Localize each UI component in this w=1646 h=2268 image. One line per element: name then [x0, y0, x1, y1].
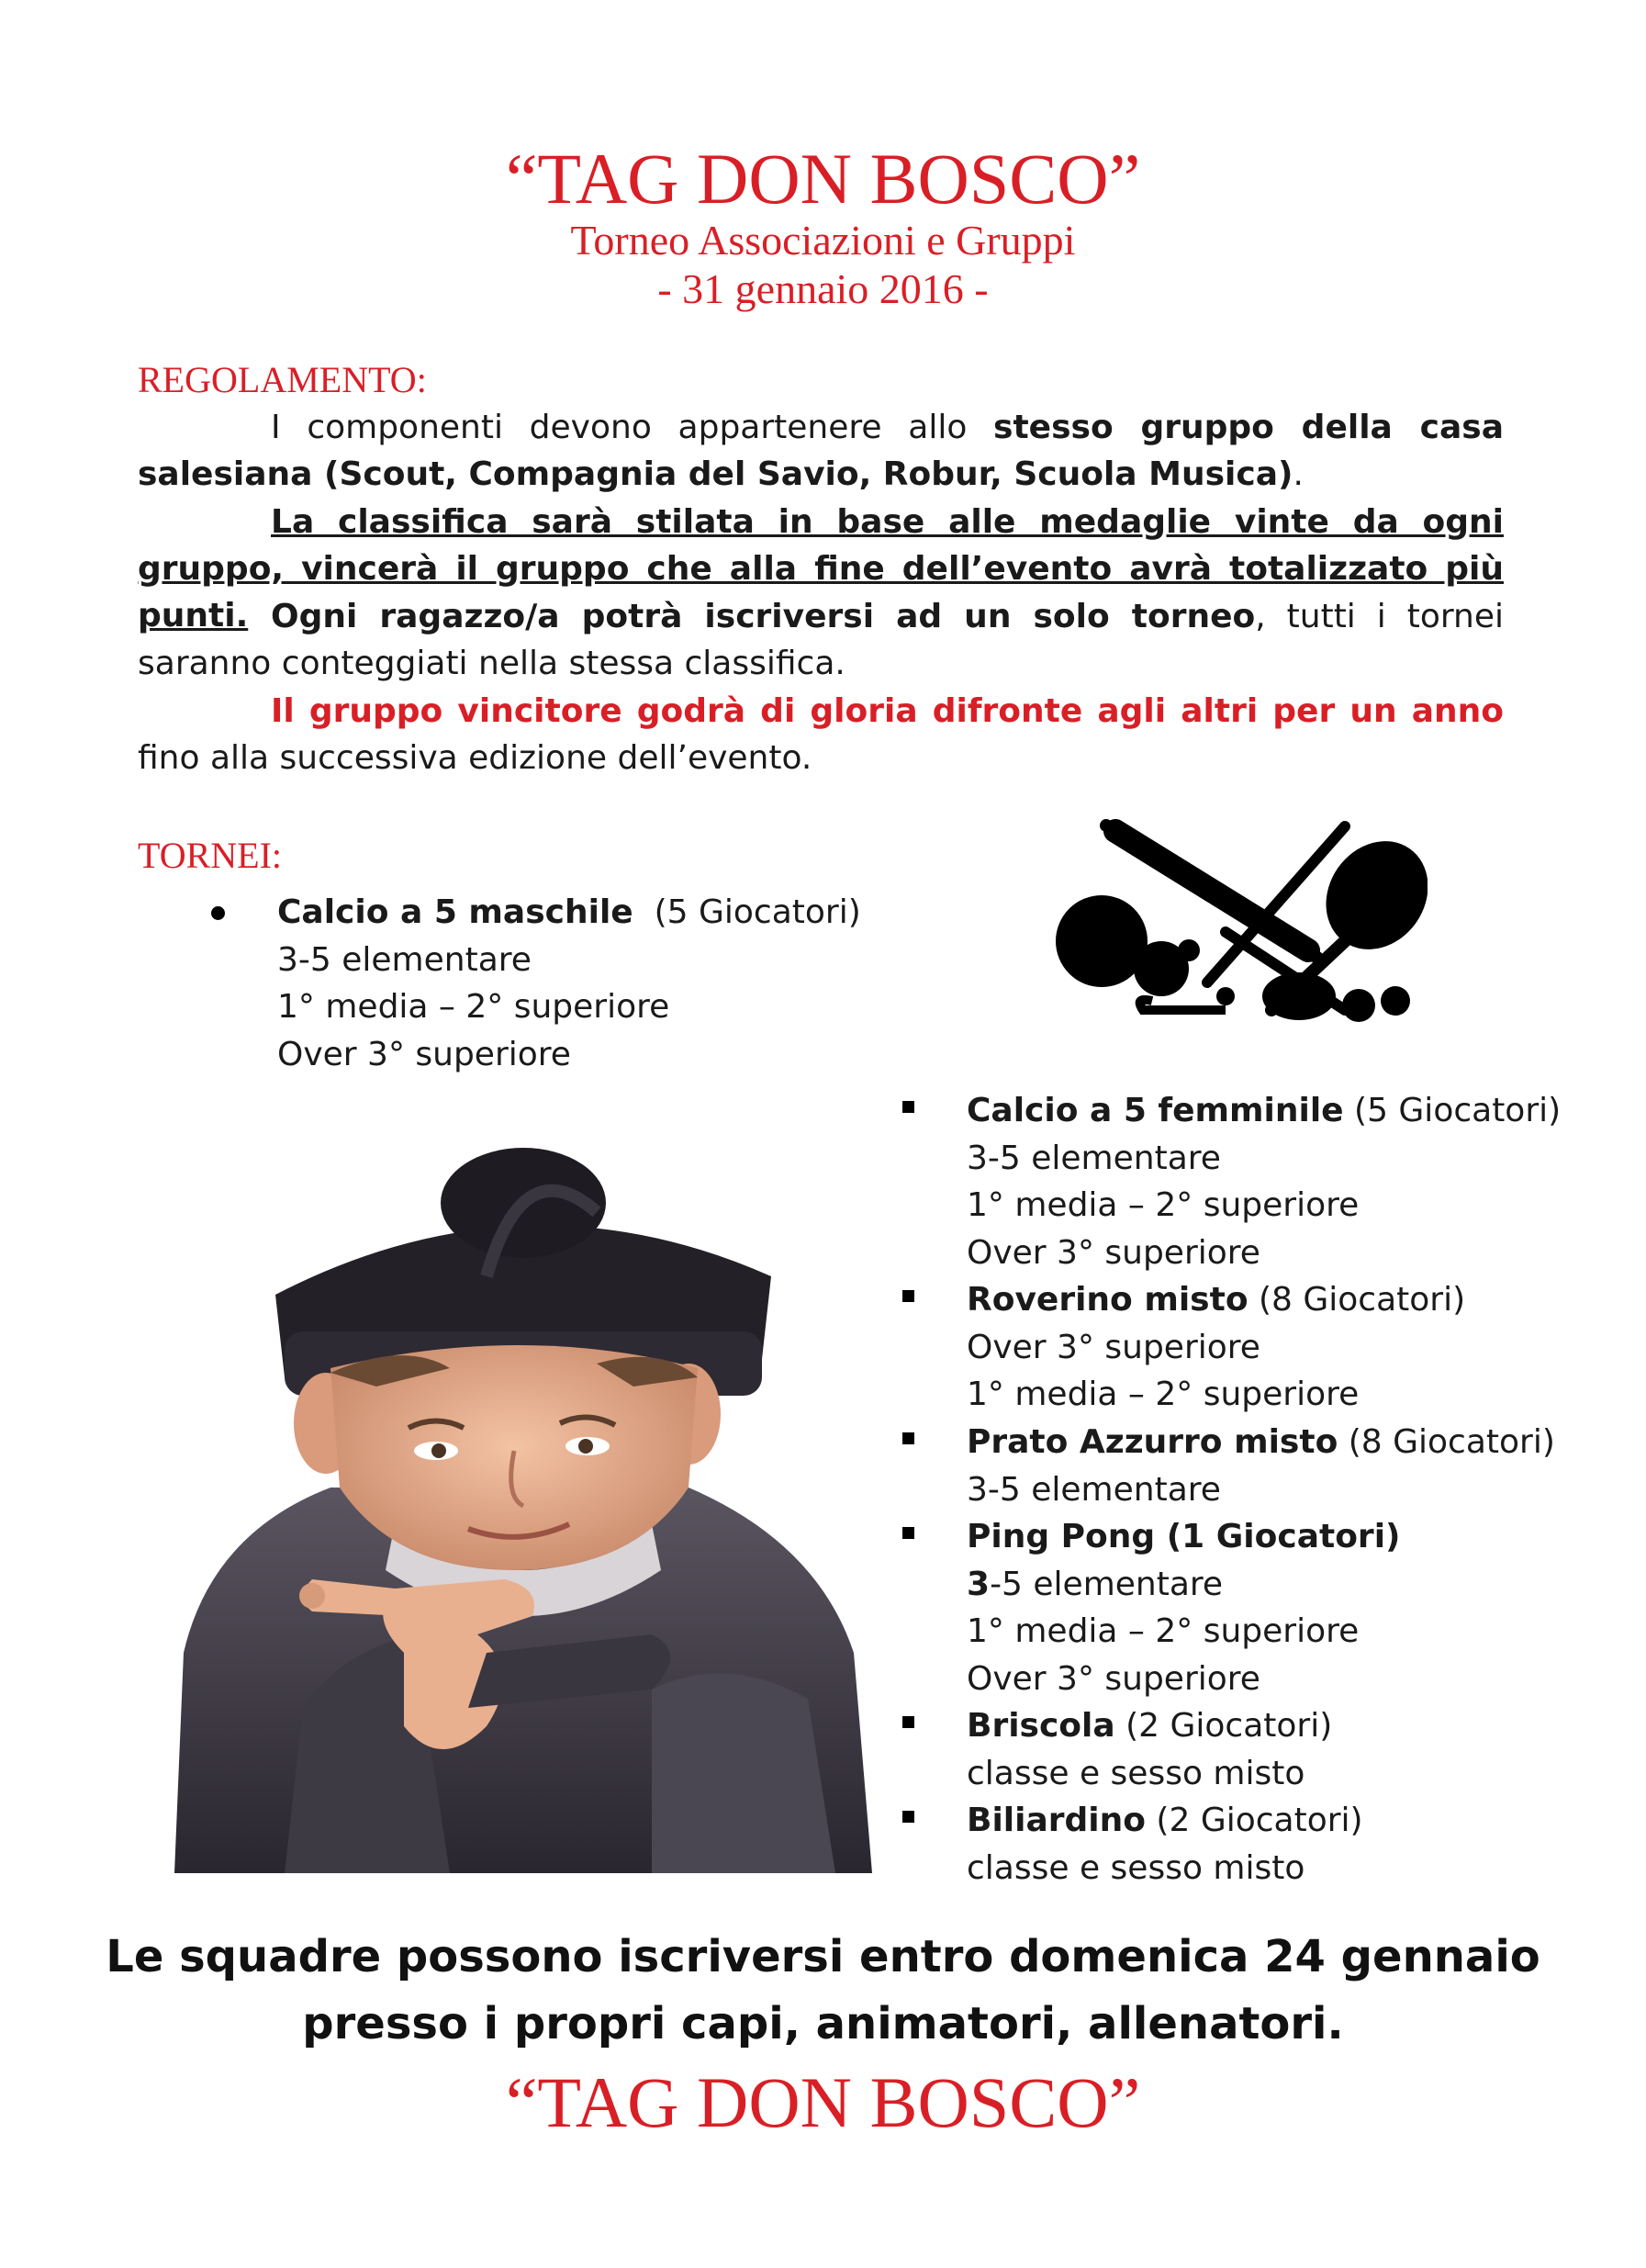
- sports-logo-icon: [1042, 813, 1428, 1033]
- tournament-players: (2 Giocatori): [1114, 1707, 1333, 1745]
- category-line: 1° media – 2° superiore: [967, 1375, 1360, 1413]
- rule-1-bold: stesso gruppo della casa salesiana (Scout, Compagnia del Savio, Robur, Scuola Musica): [138, 409, 1504, 493]
- category-line: -5 elementare: [990, 1565, 1224, 1603]
- tournament-players: (8 Giocatori): [1338, 1423, 1555, 1461]
- bullet-icon: [211, 906, 225, 920]
- tournament-calcio-femminile: [967, 1087, 1561, 1276]
- tournament-name: Calcio a 5 femminile: [967, 1092, 1344, 1129]
- tournament-name: Prato Azzurro misto: [967, 1423, 1338, 1461]
- tournament-ping-pong: [967, 1513, 1400, 1702]
- category-prefix: 3: [967, 1565, 991, 1603]
- tournament-name: Briscola: [967, 1707, 1115, 1745]
- category-line: Over 3° superiore: [277, 1035, 571, 1073]
- tournament-briscola: [967, 1702, 1332, 1797]
- category-line: classe e sesso misto: [967, 1848, 1305, 1887]
- tournament-name: Roverino misto: [967, 1281, 1248, 1319]
- tournament-name: Calcio a 5 maschile: [277, 893, 633, 931]
- footer-title: “TAG DON BOSCO”: [505, 2062, 1141, 2142]
- tournament-prato-azzurro: [967, 1419, 1555, 1513]
- tournament-name: Ping Pong (1 Giocatori): [967, 1518, 1401, 1555]
- rule-4-bold-red: Il gruppo vincitore godrà di gloria difronte agli altri per un anno: [271, 692, 1504, 730]
- event-date: - 31 gennaio 2016 -: [657, 265, 989, 312]
- tournament-players: (5 Giocatori): [633, 893, 861, 931]
- category-line: 1° media – 2° superiore: [277, 988, 670, 1026]
- category-line: classe e sesso misto: [967, 1754, 1305, 1792]
- rule-3-text: , tutti i tornei saranno conteggiati nella stessa classifica.: [138, 598, 1505, 682]
- rule-2-text: La classifica sarà stilata in base alle medaglie vinte da ogni gruppo, vincerà il gruppo che alla fine dell’evento avrà totalizzato più punti.: [138, 503, 1504, 634]
- tournament-players: (2 Giocatori): [1145, 1802, 1363, 1839]
- category-line: 3-5 elementare: [277, 940, 532, 979]
- square-bullet-icon: [902, 1290, 914, 1302]
- category-line: 3-5 elementare: [967, 1139, 1221, 1177]
- tournament-players: (5 Giocatori): [1343, 1092, 1562, 1129]
- category-line: 1° media – 2° superiore: [967, 1612, 1360, 1650]
- tornei-heading: TORNEI:: [138, 835, 283, 876]
- tournament-calcio-maschile: [277, 889, 861, 1078]
- rule-4-text: fino alla successiva edizione dell’evento.: [138, 739, 812, 777]
- don-bosco-portrait: [174, 1139, 872, 1873]
- page-title: “TAG DON BOSCO”: [505, 139, 1141, 219]
- category-line: Over 3° superiore: [967, 1328, 1260, 1366]
- square-bullet-icon: [902, 1811, 914, 1823]
- tournament-players: (8 Giocatori): [1248, 1281, 1466, 1319]
- rule-3-bold: Ogni ragazzo/a potrà iscriversi ad un solo torneo: [271, 598, 1256, 635]
- category-line: Over 3° superiore: [967, 1233, 1260, 1272]
- category-line: Over 3° superiore: [967, 1659, 1260, 1698]
- square-bullet-icon: [902, 1716, 914, 1728]
- registration-note-line-2: presso i propri capi, animatori, allenatori.: [302, 1998, 1344, 2049]
- category-line: 1° media – 2° superiore: [967, 1186, 1360, 1224]
- square-bullet-icon: [902, 1527, 914, 1539]
- rule-paragraph-1: [138, 404, 1504, 498]
- regolamento-heading: REGOLAMENTO:: [138, 359, 427, 400]
- tournament-name: Biliardino: [967, 1802, 1146, 1839]
- rule-1-end: .: [1293, 455, 1304, 493]
- page-subtitle: Torneo Associazioni e Gruppi: [570, 217, 1076, 264]
- registration-note-line-1: Le squadre possono iscriversi entro domenica 24 gennaio: [106, 1931, 1540, 1982]
- tournament-biliardino: [967, 1797, 1363, 1892]
- rule-paragraph-3: [138, 593, 1504, 687]
- square-bullet-icon: [902, 1101, 914, 1113]
- category-line: 3-5 elementare: [967, 1470, 1221, 1509]
- rule-paragraph-4: [138, 688, 1504, 781]
- square-bullet-icon: [902, 1432, 914, 1444]
- rule-1-text: I componenti devono appartenere allo: [271, 409, 994, 446]
- tournament-roverino: [967, 1276, 1465, 1419]
